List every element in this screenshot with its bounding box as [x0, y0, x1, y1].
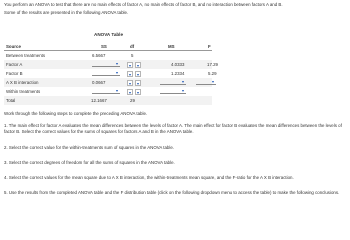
intro-line-1: You perform an ANOVA to test that there are no main effects of factor A, no main effects of factor B, and no interaction between factors A and B.	[4, 2, 283, 7]
chevron-down-icon	[129, 65, 131, 67]
chevron-down-icon	[129, 74, 131, 76]
df-within-dropdown-2[interactable]	[135, 89, 141, 95]
instructions-step-2: 2. Select the correct value for the within-treatments sum of squares in the ANOVA table.	[4, 145, 175, 150]
instructions-step-4: 4. Select the correct values for the mean square due to A X B interaction, the within-treatments mean square, and the F-ratio for the A X B interaction.	[4, 175, 294, 180]
chevron-down-icon	[137, 74, 139, 76]
chevron-down-icon	[182, 81, 184, 83]
chevron-down-icon	[129, 92, 131, 94]
ss-within-dropdown[interactable]	[92, 88, 120, 94]
chevron-down-icon	[182, 90, 184, 92]
ms-interaction-dropdown[interactable]	[160, 79, 186, 85]
header-ms: MS	[168, 43, 175, 49]
df-factor-b-dropdown-2[interactable]	[135, 71, 141, 77]
chevron-down-icon	[137, 65, 139, 67]
ms-factor-b-value: 1.2334	[171, 71, 185, 76]
df-interaction-dropdown[interactable]	[127, 80, 133, 86]
df-factor-b-dropdown[interactable]	[127, 71, 133, 77]
df-interaction-dropdown-2[interactable]	[135, 80, 141, 86]
ss-factor-a-dropdown[interactable]	[92, 61, 120, 67]
f-factor-b-value: 5.29	[208, 71, 217, 76]
df-total-value: 29	[130, 98, 135, 103]
chevron-down-icon	[116, 90, 118, 92]
ss-between-value: 6.5667	[92, 53, 106, 58]
chevron-down-icon	[129, 83, 131, 85]
row-label-factor-a: Factor A	[6, 62, 23, 67]
chevron-down-icon	[137, 83, 139, 85]
row-label-total: Total	[6, 98, 16, 103]
ms-factor-a-value: 4.0333	[171, 62, 185, 67]
df-factor-a-dropdown[interactable]	[127, 62, 133, 68]
header-source: Source	[6, 43, 21, 49]
chevron-down-icon	[137, 92, 139, 94]
ss-interaction-value: 0.0667	[92, 80, 106, 85]
row-label-within: Within treatments	[6, 89, 41, 94]
ms-within-dropdown[interactable]	[160, 88, 186, 94]
f-factor-a-value: 17.29	[207, 62, 218, 67]
df-within-dropdown[interactable]	[127, 89, 133, 95]
ss-factor-b-dropdown[interactable]	[92, 70, 120, 76]
instructions-step-3: 3. Select the correct degrees of freedom for all the sums of squares in the ANOVA table.	[4, 160, 175, 165]
chevron-down-icon	[212, 81, 214, 83]
ss-total-value: 12.1667	[91, 98, 107, 103]
row-label-interaction: A X B interaction	[6, 80, 39, 85]
instructions-intro: Work through the following steps to complete the preceding ANOVA table.	[4, 111, 148, 116]
table-title: ANOVA Table	[94, 32, 124, 37]
df-factor-a-dropdown-2[interactable]	[135, 62, 141, 68]
header-f: F	[208, 43, 211, 49]
table-row	[4, 96, 212, 105]
chevron-down-icon	[116, 72, 118, 74]
instructions-step-5: 5. Use the results from the completed ANOVA table and the F distribution table (click on the following dropdown menu to access the table) to make the following conclusions.	[4, 190, 340, 195]
row-label-between: Between treatments	[6, 53, 46, 58]
intro-line-2: Some of the results are presented in the following ANOVA table.	[4, 10, 129, 15]
row-label-factor-b: Factor B	[6, 71, 23, 76]
f-interaction-dropdown[interactable]	[196, 79, 216, 85]
header-df: df	[130, 43, 135, 49]
chevron-down-icon	[116, 63, 118, 65]
header-ss: SS	[101, 43, 107, 49]
df-between-value: 5	[131, 53, 134, 58]
instructions-step-1: 1. The main effect for factor A evaluates the mean differences between the levels of factor A. The main effect for factor B evaluates the mean differences between the levels of factor B. Select the correct values for the sums of squares for factors A and B in the ANOVA table.	[4, 123, 342, 134]
